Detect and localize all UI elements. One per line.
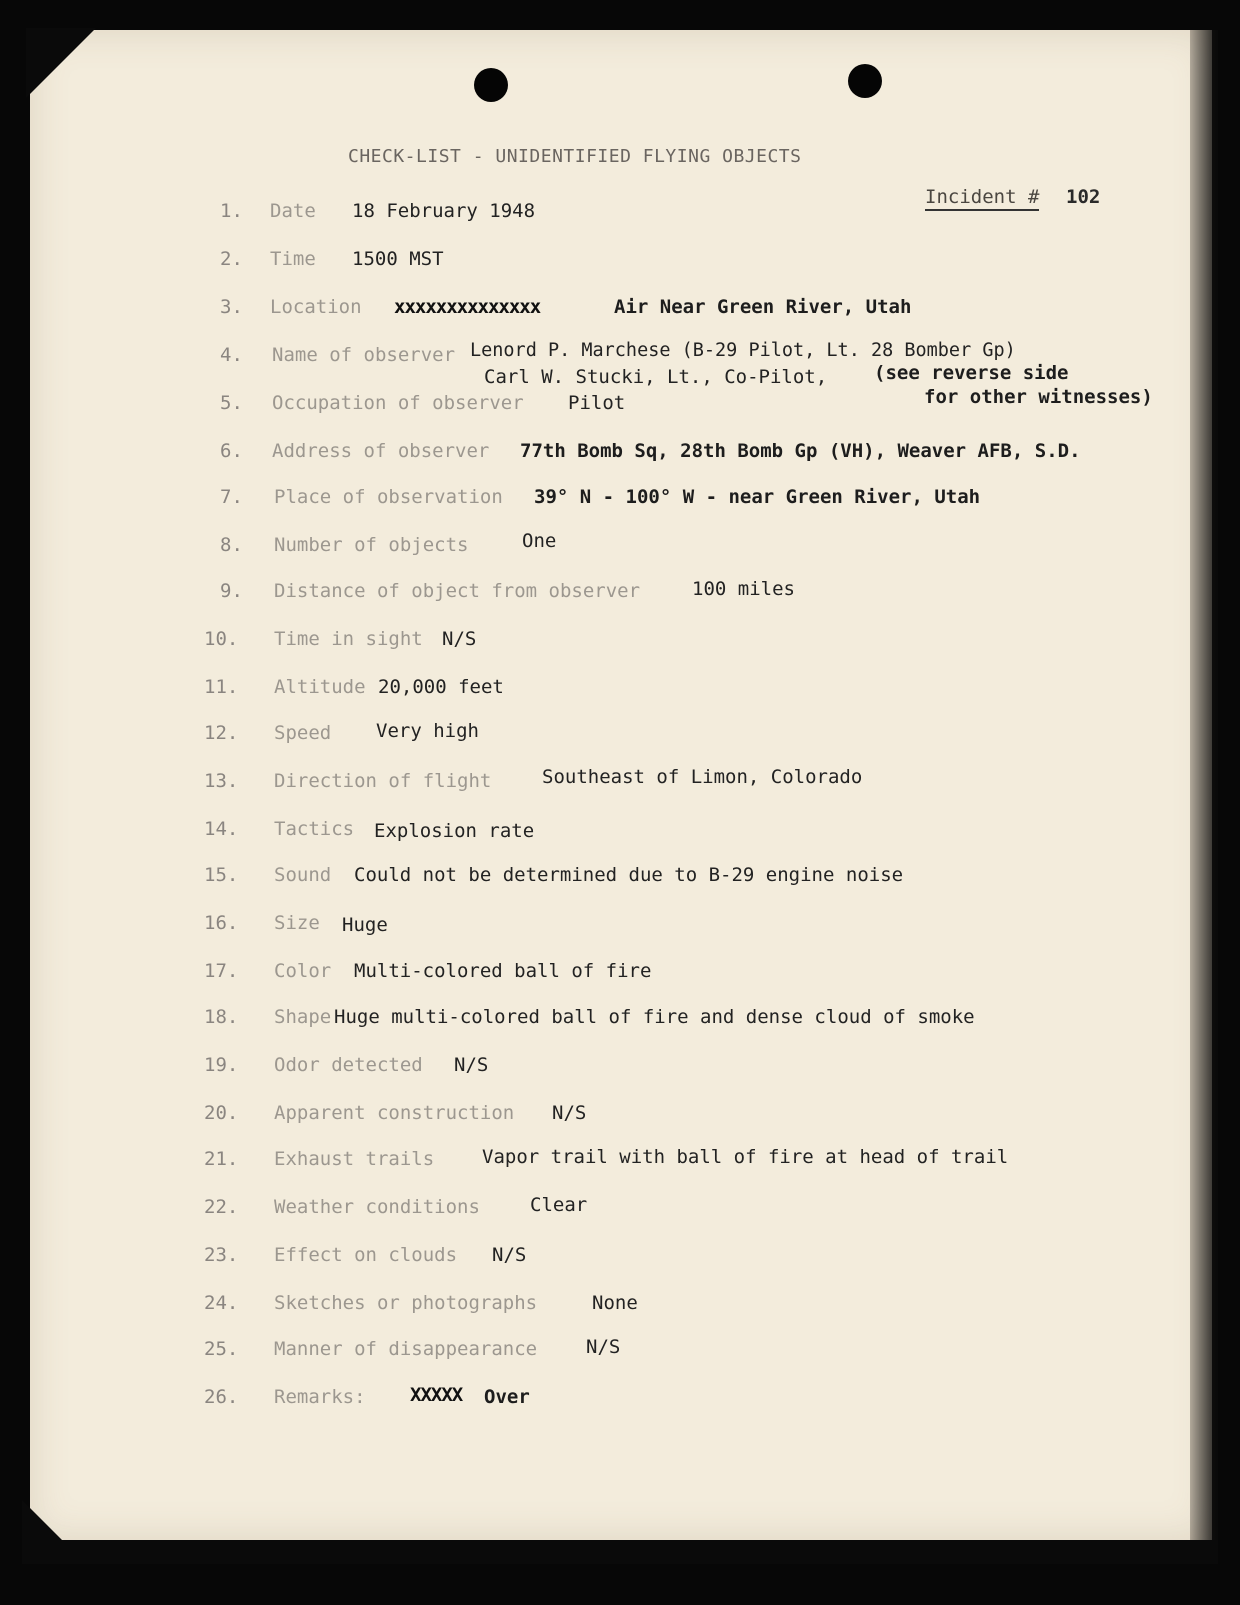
- item-value: 100 miles: [692, 578, 795, 600]
- item-number: 15.: [204, 864, 239, 886]
- item-label: Speed: [274, 722, 332, 744]
- item-number: 26.: [204, 1386, 239, 1408]
- punch-hole-right: [848, 64, 882, 98]
- item-value: Very high: [376, 720, 479, 742]
- folded-corner: [26, 28, 96, 98]
- item-number: 4.: [220, 344, 243, 366]
- item-value: Multi-colored ball of fire: [354, 960, 652, 982]
- item-label: Color: [274, 960, 332, 982]
- item-label: Date: [270, 200, 316, 222]
- item-label: Direction of flight: [274, 770, 492, 792]
- item-value: N/S: [492, 1244, 527, 1266]
- item-value: Huge: [342, 914, 388, 936]
- item-value: 18 February 1948: [352, 200, 536, 222]
- item-number: 17.: [204, 960, 239, 982]
- item-label: Remarks:: [274, 1386, 366, 1408]
- item-value: N/S: [454, 1054, 489, 1076]
- item-value: Air Near Green River, Utah: [614, 296, 912, 318]
- punch-hole-left: [474, 68, 508, 102]
- document-title: CHECK-LIST - UNIDENTIFIED FLYING OBJECTS: [348, 146, 802, 167]
- item-number: 23.: [204, 1244, 239, 1266]
- item-value-line2: Carl W. Stucki, Lt., Co-Pilot,: [484, 366, 828, 388]
- struck-text: XXXXX: [410, 1384, 463, 1406]
- item-label: Sketches or photographs: [274, 1292, 538, 1314]
- incident-label: Incident #: [925, 186, 1039, 211]
- item-number: 24.: [204, 1292, 239, 1314]
- item-label: Exhaust trails: [274, 1148, 435, 1170]
- item-value: Lenord P. Marchese (B-29 Pilot, Lt. 28 Bomber Gp): [470, 340, 1016, 361]
- item-label: Tactics: [274, 818, 355, 840]
- item-note: (see reverse side: [874, 362, 1069, 384]
- item-value: 20,000 feet: [378, 676, 504, 698]
- item-number: 5.: [220, 392, 243, 414]
- item-label: Location: [270, 296, 362, 318]
- item-label: Name of observer: [272, 344, 456, 366]
- item-value: Explosion rate: [374, 820, 535, 842]
- item-value: N/S: [552, 1102, 587, 1124]
- item-label: Effect on clouds: [274, 1244, 458, 1266]
- item-value: Huge multi-colored ball of fire and dense cloud of smoke: [334, 1006, 975, 1028]
- item-number: 9.: [220, 580, 243, 602]
- item-label: Number of objects: [274, 534, 469, 556]
- item-value: Over: [484, 1386, 530, 1408]
- item-number: 11.: [204, 676, 239, 698]
- item-value: 39° N - 100° W - near Green River, Utah: [534, 486, 981, 508]
- item-value: Southeast of Limon, Colorado: [542, 766, 863, 788]
- item-label: Size: [274, 912, 320, 934]
- item-value: 1500 MST: [352, 248, 444, 270]
- item-value: Clear: [530, 1194, 588, 1216]
- item-value: One: [522, 530, 557, 552]
- folded-corner-bottom: [22, 1500, 62, 1540]
- item-label: Shape: [274, 1006, 332, 1028]
- scan-border-bottom: [22, 1540, 1218, 1564]
- item-value: Could not be determined due to B-29 engine noise: [354, 864, 904, 886]
- item-label: Occupation of observer: [272, 392, 524, 414]
- item-label: Weather conditions: [274, 1196, 480, 1218]
- item-number: 19.: [204, 1054, 239, 1076]
- item-number: 12.: [204, 722, 239, 744]
- item-value: 77th Bomb Sq, 28th Bomb Gp (VH), Weaver AFB, S.D.: [520, 440, 1081, 462]
- item-number: 16.: [204, 912, 239, 934]
- item-value: Vapor trail with ball of fire at head of trail: [482, 1146, 1009, 1168]
- incident-number: 102: [1066, 186, 1101, 208]
- item-label: Odor detected: [274, 1054, 423, 1076]
- item-number: 22.: [204, 1196, 239, 1218]
- item-number: 1.: [220, 200, 243, 222]
- item-number: 8.: [220, 534, 243, 556]
- item-label: Altitude: [274, 676, 366, 698]
- item-label: Distance of object from observer: [274, 580, 641, 602]
- item-label: Address of observer: [272, 440, 490, 462]
- item-label: Apparent construction: [274, 1102, 515, 1124]
- item-number: 13.: [204, 770, 239, 792]
- item-value: None: [592, 1292, 638, 1314]
- item-label: Sound: [274, 864, 332, 886]
- item-label: Manner of disappearance: [274, 1338, 538, 1360]
- item-number: 21.: [204, 1148, 239, 1170]
- item-label: Time in sight: [274, 628, 423, 650]
- item-number: 20.: [204, 1102, 239, 1124]
- item-number: 14.: [204, 818, 239, 840]
- item-value: Pilot: [568, 392, 626, 414]
- item-value: N/S: [442, 628, 477, 650]
- item-number: 7.: [220, 486, 243, 508]
- page-edge-shadow: [1190, 30, 1218, 1540]
- item-label: Place of observation: [274, 486, 503, 508]
- item-number: 10.: [204, 628, 239, 650]
- item-number: 18.: [204, 1006, 239, 1028]
- item-label: Time: [270, 248, 316, 270]
- struck-text: xxxxxxxxxxxxxx: [394, 296, 541, 318]
- item-number: 2.: [220, 248, 243, 270]
- item-number: 6.: [220, 440, 243, 462]
- item-value: N/S: [586, 1336, 621, 1358]
- item-number: 3.: [220, 296, 243, 318]
- item-note-line2: for other witnesses): [924, 386, 1153, 408]
- item-number: 25.: [204, 1338, 239, 1360]
